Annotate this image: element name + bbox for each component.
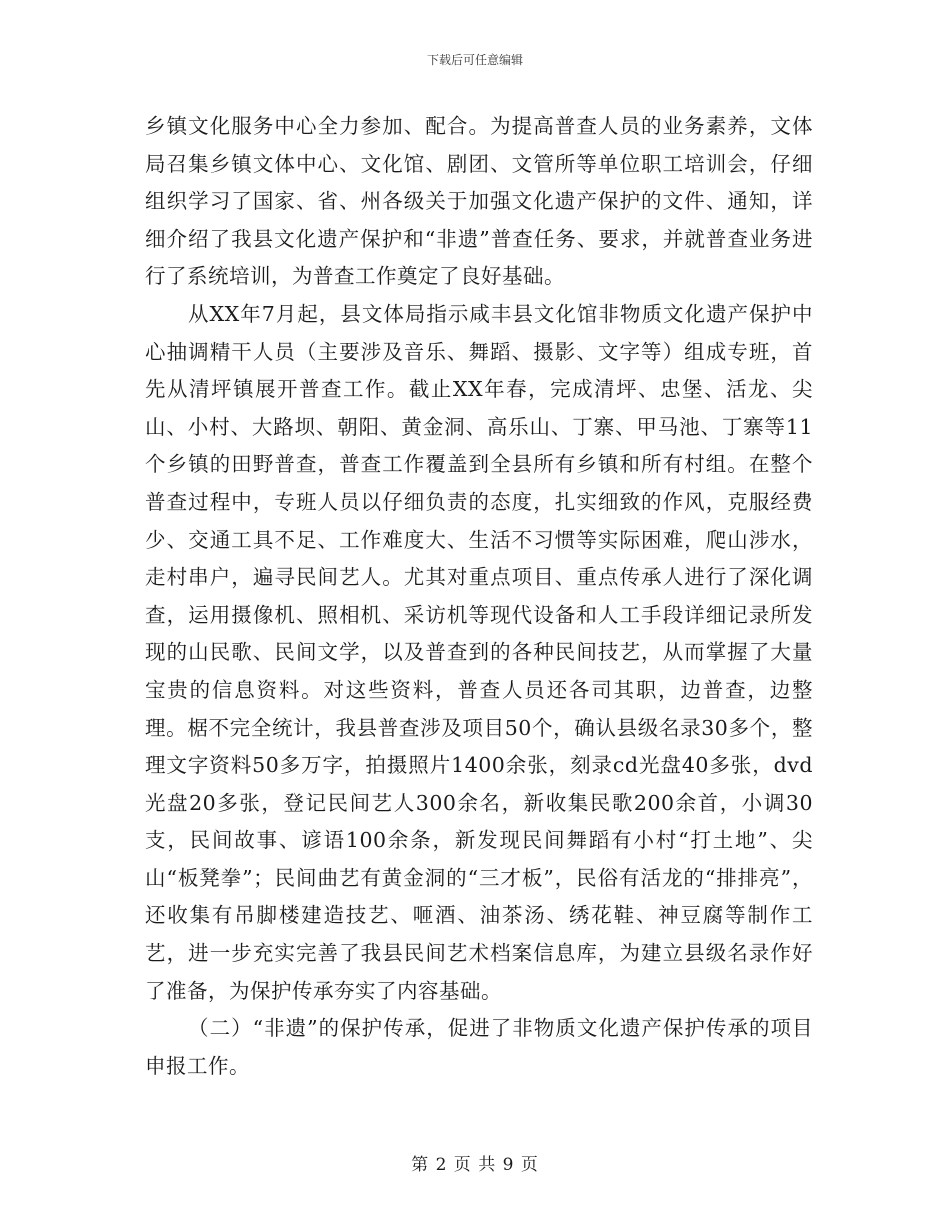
paragraph-continued: 乡镇文化服务中心全力参加、配合。为提高普查人员的业务素养，文体局召集乡镇文体中心、文化馆、剧团、文管所等单位职工培训会，仔细组织学习了国家、省、州各级关于加强文化遗产保护的文件、通知，详细介绍了我县文化遗产保护和“非遗”普查任务、要求，并就普查业务进行了系统培训，为普查工作奠定了良好基础。 (145, 114, 813, 289)
document-body (145, 108, 813, 1085)
paragraph-survey-work: 从XX年7月起，县文体局指示咸丰县文化馆非物质文化遗产保护中心抽调精干人员（主要涉及音乐、舞蹈、摄影、文字等）组成专班，首先从清坪镇展开普查工作。截止XX年春，完成清坪、忠堡、活龙、尖山、小村、大路坝、朝阳、黄金洞、高乐山、丁寨、甲马池、丁寨等11个乡镇的田野普查，普查工作覆盖到全县所有乡镇和所有村组。在整个普查过程中，专班人员以仔细负责的态度，扎实细致的作风，克服经费少、交通工具不足、工作难度大、生活不习惯等实际困难，爬山涉水，走村串户，遍寻民间艺人。尤其对重点项目、重点传承人进行了深化调查，运用摄像机、照相机、采访机等现代设备和人工手段详细记录所发现的山民歌、民间文学，以及普查到的各种民间技艺，从而掌握了大量宝贵的信息资料。对这些资料，普查人员还各司其职，边普查，边整理。椐不完全统计，我县普查涉及项目50个，确认县级名录30多个，整理文字资料50多万字，拍摄照片1400余张，刻录cd光盘40多张，dvd光盘20多张，登记民间艺人300余名，新收集民歌200余首，小调30支，民间故事、谚语100余条，新发现民间舞蹈有小村“打土地”、尖山“板凳拳”；民间曲艺有黄金洞的“三才板”，民俗有活龙的“排排亮”，还收集有吊脚楼建造技艺、咂酒、油茶汤、绣花鞋、神豆腐等制作工艺，进一步充实完善了我县民间艺术档案信息库，为建立县级名录作好了准备，为保护传承夯实了内容基础。 (145, 301, 813, 1003)
page-number-footer: 第 2 页 共 9 页 (411, 1155, 539, 1175)
paragraph-section-heading: （二）“非遗”的保护传承，促进了非物质文化遗产保护传承的项目申报工作。 (145, 1016, 813, 1078)
page-header-note: 下载后可任意编辑 (426, 53, 523, 67)
